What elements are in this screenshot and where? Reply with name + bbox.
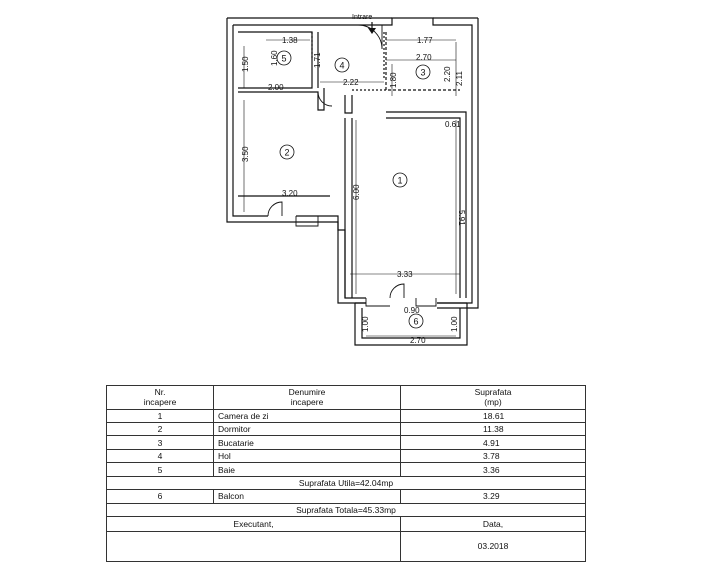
balcony-area: 3.29 (401, 490, 586, 503)
dim-living-depth: 6.00 (352, 184, 361, 200)
row-area: 18.61 (401, 409, 586, 422)
table-row (107, 409, 586, 422)
row-name: Bucatarie (214, 436, 401, 449)
row-name: Hol (214, 449, 401, 462)
table-row (107, 449, 586, 462)
useful-total: Suprafata Utila=42.04mp (107, 476, 586, 489)
header-name-line1: Denumire (288, 387, 326, 398)
entrance-label: Intrare (352, 14, 373, 21)
dim-balcony-width: 2.70 (410, 336, 426, 345)
dim-balcony-right: 1.00 (450, 316, 459, 332)
room-marker-2 (280, 145, 294, 159)
dim-kitchen-small: 0.61 (445, 120, 461, 129)
row-nr: 1 (107, 409, 214, 422)
dim-bedroom-height: 3.50 (241, 146, 250, 162)
dim-living-side: 5.91 (457, 210, 466, 226)
table-row (107, 422, 586, 435)
date-label: Data, (401, 517, 586, 532)
row-nr: 3 (107, 436, 214, 449)
grand-total: Suprafata Totala=45.33mp (107, 503, 586, 516)
row-area: 11.38 (401, 422, 586, 435)
signature-row (107, 517, 586, 532)
row-name: Baie (214, 463, 401, 476)
useful-total-row (107, 476, 586, 489)
dim-hall-height: 1.71 (313, 52, 322, 68)
executant-label: Executant, (107, 517, 401, 532)
row-nr: 4 (107, 449, 214, 462)
header-name-line2: incapere (290, 397, 324, 408)
header-nr-line2: incapere (143, 397, 177, 408)
room-marker-6 (409, 314, 423, 328)
row-nr: 5 (107, 463, 214, 476)
room-marker-4 (335, 58, 349, 72)
dim-kitchen-left: 1.80 (389, 72, 398, 88)
header-area (401, 386, 586, 410)
balcony-nr: 6 (107, 490, 214, 503)
dim-kitchen-width: 2.70 (416, 53, 432, 62)
dim-bath-width: 1.38 (282, 36, 298, 45)
dim-kitchen-depth: 2.20 (443, 66, 452, 82)
header-area-line2: (mp) (484, 397, 502, 408)
dim-living-width: 3.33 (397, 270, 413, 279)
header-area-line1: Suprafata (474, 387, 512, 398)
svg-text:6: 6 (413, 316, 419, 327)
table-row (107, 490, 586, 503)
dim-bath-inner: 1.60 (270, 50, 279, 66)
table-row (107, 436, 586, 449)
table-row (107, 463, 586, 476)
row-name: Camera de zi (214, 409, 401, 422)
room-marker-5 (277, 51, 291, 65)
header-name (214, 386, 401, 410)
dim-kitchen-right: 2.11 (455, 71, 464, 86)
dim-bath-height: 1.50 (241, 56, 250, 72)
svg-text:3: 3 (420, 67, 426, 78)
dim-kitchen-top: 1.77 (417, 36, 433, 45)
dim-hall-width: 2.22 (343, 78, 359, 87)
dim-balcony-top: 0.90 (404, 306, 420, 315)
signature-value-row (107, 531, 586, 561)
room-area-table (106, 385, 586, 562)
row-nr: 2 (107, 422, 214, 435)
svg-text:4: 4 (339, 60, 345, 71)
row-area: 3.36 (401, 463, 586, 476)
header-nr (107, 386, 214, 410)
balcony-name: Balcon (214, 490, 401, 503)
svg-text:5: 5 (281, 53, 287, 64)
table-header-row (107, 386, 586, 410)
svg-text:2: 2 (284, 147, 290, 158)
dim-balcony-left: 1.00 (361, 316, 370, 332)
dim-bath-bottom: 2.00 (268, 83, 284, 92)
dim-bedroom-width: 3.20 (282, 189, 298, 198)
svg-text:1: 1 (397, 175, 403, 186)
room-marker-3 (416, 65, 430, 79)
plan-walls (227, 18, 478, 345)
date-value: 03.2018 (401, 531, 586, 561)
row-area: 3.78 (401, 449, 586, 462)
row-name: Dormitor (214, 422, 401, 435)
executant-signature-cell (107, 531, 401, 561)
grand-total-row (107, 503, 586, 516)
room-marker-1 (393, 173, 407, 187)
header-nr-line1: Nr. (154, 387, 166, 398)
row-area: 4.91 (401, 436, 586, 449)
